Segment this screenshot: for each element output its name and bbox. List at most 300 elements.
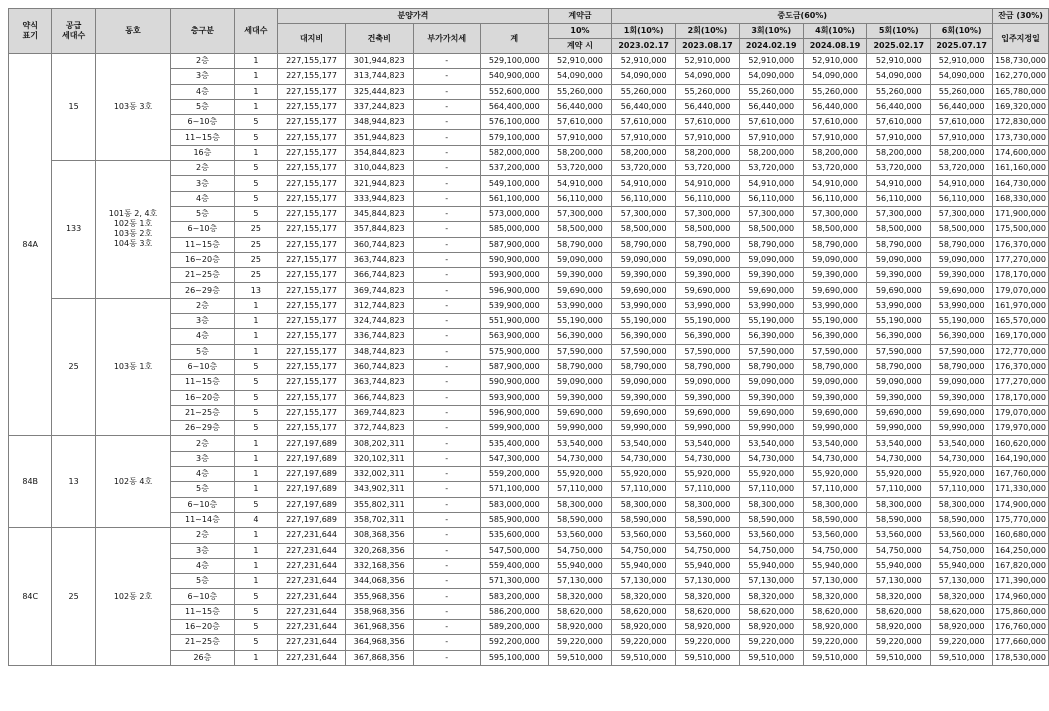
- vat-cell: -: [413, 512, 480, 527]
- building-cell: 348,744,823: [345, 344, 413, 359]
- total-cell: 596,900,000: [480, 405, 548, 420]
- inst-3-cell: 59,690,000: [739, 405, 803, 420]
- floor-cell: 21~25층: [171, 268, 234, 283]
- deposit-cell: 59,990,000: [548, 421, 612, 436]
- floor-cell: 2층: [171, 298, 234, 313]
- supply-cell: 15: [52, 54, 95, 161]
- building-cell: 366,744,823: [345, 390, 413, 405]
- vat-cell: -: [413, 84, 480, 99]
- total-cell: 571,300,000: [480, 574, 548, 589]
- deposit-cell: 54,090,000: [548, 69, 612, 84]
- inst-1-cell: 58,590,000: [612, 512, 676, 527]
- land-cell: 227,155,177: [278, 283, 346, 298]
- building-cell: 308,202,311: [345, 436, 413, 451]
- land-cell: 227,155,177: [278, 268, 346, 283]
- land-cell: 227,155,177: [278, 314, 346, 329]
- total-cell: 564,400,000: [480, 99, 548, 114]
- building-cell: 301,944,823: [345, 54, 413, 69]
- units-cell: 5: [234, 635, 278, 650]
- inst-6-cell: 53,990,000: [931, 298, 993, 313]
- units-cell: 25: [234, 268, 278, 283]
- units-cell: 1: [234, 436, 278, 451]
- inst-6-cell: 54,750,000: [931, 543, 993, 558]
- inst-5-cell: 58,320,000: [867, 589, 931, 604]
- land-cell: 227,155,177: [278, 54, 346, 69]
- inst-3-cell: 54,730,000: [739, 451, 803, 466]
- vat-cell: -: [413, 130, 480, 145]
- balance-cell: 165,780,000: [993, 84, 1049, 99]
- total-cell: 575,900,000: [480, 344, 548, 359]
- vat-cell: -: [413, 176, 480, 191]
- inst-4-cell: 56,440,000: [803, 99, 867, 114]
- inst-6-cell: 58,790,000: [931, 237, 993, 252]
- balance-cell: 168,330,000: [993, 191, 1049, 206]
- inst-4-cell: 56,390,000: [803, 329, 867, 344]
- inst-2-cell: 59,690,000: [676, 283, 740, 298]
- dong-line: 102동 2호: [113, 591, 153, 601]
- header-land: 대지비: [278, 24, 346, 54]
- inst-3-cell: 55,940,000: [739, 558, 803, 573]
- total-cell: 561,100,000: [480, 191, 548, 206]
- units-cell: 1: [234, 558, 278, 573]
- balance-cell: 164,190,000: [993, 451, 1049, 466]
- inst-1-cell: 57,910,000: [612, 130, 676, 145]
- inst-1-cell: 55,260,000: [612, 84, 676, 99]
- units-cell: 1: [234, 482, 278, 497]
- building-cell: 320,268,356: [345, 543, 413, 558]
- header-total: 계: [480, 24, 548, 54]
- inst-5-cell: 59,090,000: [867, 375, 931, 390]
- inst-3-cell: 59,220,000: [739, 635, 803, 650]
- inst-2-cell: 58,920,000: [676, 619, 740, 634]
- inst-6-cell: 56,440,000: [931, 99, 993, 114]
- header-floor: 층구분: [171, 9, 234, 54]
- units-cell: 25: [234, 252, 278, 267]
- inst-4-cell: 57,300,000: [803, 206, 867, 221]
- deposit-cell: 55,920,000: [548, 467, 612, 482]
- inst-4-cell: 57,590,000: [803, 344, 867, 359]
- units-cell: 5: [234, 115, 278, 130]
- building-cell: 360,744,823: [345, 237, 413, 252]
- inst-2-cell: 58,320,000: [676, 589, 740, 604]
- building-cell: 343,902,311: [345, 482, 413, 497]
- deposit-cell: 58,620,000: [548, 604, 612, 619]
- floor-cell: 11~15층: [171, 130, 234, 145]
- floor-cell: 6~10층: [171, 359, 234, 374]
- inst-1-cell: 53,560,000: [612, 528, 676, 543]
- units-cell: 5: [234, 421, 278, 436]
- building-cell: 354,844,823: [345, 145, 413, 160]
- inst-4-cell: 55,940,000: [803, 558, 867, 573]
- inst-5-cell: 54,090,000: [867, 69, 931, 84]
- balance-cell: 169,170,000: [993, 329, 1049, 344]
- building-cell: 355,802,311: [345, 497, 413, 512]
- units-cell: 1: [234, 543, 278, 558]
- units-cell: 5: [234, 161, 278, 176]
- inst-2-cell: 55,920,000: [676, 467, 740, 482]
- inst-4-cell: 57,130,000: [803, 574, 867, 589]
- deposit-cell: 55,940,000: [548, 558, 612, 573]
- units-cell: 1: [234, 84, 278, 99]
- units-cell: 13: [234, 283, 278, 298]
- supply-cell: 133: [52, 161, 95, 299]
- vat-cell: -: [413, 482, 480, 497]
- inst-2-cell: 59,390,000: [676, 268, 740, 283]
- inst-6-cell: 57,590,000: [931, 344, 993, 359]
- floor-cell: 5층: [171, 99, 234, 114]
- floor-cell: 2층: [171, 161, 234, 176]
- building-cell: 344,068,356: [345, 574, 413, 589]
- floor-cell: 3층: [171, 314, 234, 329]
- inst-3-cell: 57,300,000: [739, 206, 803, 221]
- building-cell: 345,844,823: [345, 206, 413, 221]
- inst-5-cell: 52,910,000: [867, 54, 931, 69]
- inst-6-cell: 58,790,000: [931, 359, 993, 374]
- floor-cell: 3층: [171, 543, 234, 558]
- land-cell: 227,155,177: [278, 191, 346, 206]
- land-cell: 227,197,689: [278, 482, 346, 497]
- land-cell: 227,155,177: [278, 375, 346, 390]
- inst-3-cell: 57,910,000: [739, 130, 803, 145]
- inst-6-cell: 59,390,000: [931, 390, 993, 405]
- total-cell: 589,200,000: [480, 619, 548, 634]
- inst-3-cell: 59,090,000: [739, 252, 803, 267]
- inst-1-cell: 59,090,000: [612, 375, 676, 390]
- table-row: [9, 298, 1049, 313]
- building-cell: 357,844,823: [345, 222, 413, 237]
- inst-5-cell: 59,390,000: [867, 390, 931, 405]
- land-cell: 227,155,177: [278, 222, 346, 237]
- land-cell: 227,231,644: [278, 635, 346, 650]
- units-cell: 5: [234, 497, 278, 512]
- total-cell: 549,100,000: [480, 176, 548, 191]
- floor-cell: 11~14층: [171, 512, 234, 527]
- inst-5-cell: 55,920,000: [867, 467, 931, 482]
- inst-2-cell: 59,990,000: [676, 421, 740, 436]
- balance-cell: 177,660,000: [993, 635, 1049, 650]
- inst-1-cell: 56,110,000: [612, 191, 676, 206]
- inst-5-cell: 58,200,000: [867, 145, 931, 160]
- inst-3-cell: 56,440,000: [739, 99, 803, 114]
- land-cell: 227,155,177: [278, 145, 346, 160]
- vat-cell: -: [413, 421, 480, 436]
- inst-4-cell: 59,090,000: [803, 252, 867, 267]
- land-cell: 227,155,177: [278, 115, 346, 130]
- total-cell: 529,100,000: [480, 54, 548, 69]
- inst-4-cell: 54,090,000: [803, 69, 867, 84]
- inst-6-cell: 59,220,000: [931, 635, 993, 650]
- units-cell: 5: [234, 604, 278, 619]
- deposit-cell: 59,090,000: [548, 375, 612, 390]
- building-cell: 348,944,823: [345, 115, 413, 130]
- inst-6-cell: 54,910,000: [931, 176, 993, 191]
- inst-4-cell: 53,990,000: [803, 298, 867, 313]
- units-cell: 5: [234, 589, 278, 604]
- total-cell: 539,900,000: [480, 298, 548, 313]
- balance-cell: 175,770,000: [993, 512, 1049, 527]
- inst-2-cell: 57,910,000: [676, 130, 740, 145]
- total-cell: 582,000,000: [480, 145, 548, 160]
- inst-3-cell: 58,590,000: [739, 512, 803, 527]
- inst-3-cell: 55,260,000: [739, 84, 803, 99]
- inst-3-cell: 59,990,000: [739, 421, 803, 436]
- floor-cell: 5층: [171, 206, 234, 221]
- vat-cell: -: [413, 528, 480, 543]
- inst-3-cell: 58,200,000: [739, 145, 803, 160]
- inst-2-cell: 57,300,000: [676, 206, 740, 221]
- inst-2-cell: 59,510,000: [676, 650, 740, 665]
- inst-6-cell: 58,620,000: [931, 604, 993, 619]
- floor-cell: 3층: [171, 176, 234, 191]
- vat-cell: -: [413, 329, 480, 344]
- inst-1-cell: 55,940,000: [612, 558, 676, 573]
- header-inst-5-date: 2025.02.17: [867, 39, 931, 54]
- vat-cell: -: [413, 283, 480, 298]
- vat-cell: -: [413, 252, 480, 267]
- inst-3-cell: 53,540,000: [739, 436, 803, 451]
- vat-cell: -: [413, 237, 480, 252]
- vat-cell: -: [413, 115, 480, 130]
- inst-2-cell: 54,750,000: [676, 543, 740, 558]
- deposit-cell: 54,750,000: [548, 543, 612, 558]
- building-cell: 358,968,356: [345, 604, 413, 619]
- inst-1-cell: 57,110,000: [612, 482, 676, 497]
- balance-cell: 175,860,000: [993, 604, 1049, 619]
- land-cell: 227,155,177: [278, 421, 346, 436]
- inst-2-cell: 59,090,000: [676, 375, 740, 390]
- deposit-cell: 59,510,000: [548, 650, 612, 665]
- land-cell: 227,197,689: [278, 497, 346, 512]
- building-cell: 363,744,823: [345, 375, 413, 390]
- vat-cell: -: [413, 145, 480, 160]
- inst-1-cell: 58,620,000: [612, 604, 676, 619]
- units-cell: 1: [234, 528, 278, 543]
- inst-1-cell: 58,500,000: [612, 222, 676, 237]
- units-cell: 1: [234, 314, 278, 329]
- building-cell: 358,702,311: [345, 512, 413, 527]
- total-cell: 547,300,000: [480, 451, 548, 466]
- inst-2-cell: 55,940,000: [676, 558, 740, 573]
- balance-cell: 165,570,000: [993, 314, 1049, 329]
- total-cell: 535,400,000: [480, 436, 548, 451]
- floor-cell: 21~25층: [171, 405, 234, 420]
- balance-cell: 179,070,000: [993, 405, 1049, 420]
- inst-4-cell: 58,790,000: [803, 237, 867, 252]
- balance-cell: 171,330,000: [993, 482, 1049, 497]
- inst-2-cell: 53,560,000: [676, 528, 740, 543]
- land-cell: 227,155,177: [278, 390, 346, 405]
- inst-5-cell: 58,590,000: [867, 512, 931, 527]
- total-cell: 595,100,000: [480, 650, 548, 665]
- inst-3-cell: 55,920,000: [739, 467, 803, 482]
- inst-4-cell: 58,620,000: [803, 604, 867, 619]
- table-row: [9, 161, 1049, 176]
- floor-cell: 6~10층: [171, 222, 234, 237]
- inst-6-cell: 59,510,000: [931, 650, 993, 665]
- inst-2-cell: 58,790,000: [676, 359, 740, 374]
- units-cell: 4: [234, 512, 278, 527]
- building-cell: 369,744,823: [345, 405, 413, 420]
- floor-cell: 6~10층: [171, 589, 234, 604]
- inst-2-cell: 56,110,000: [676, 191, 740, 206]
- inst-4-cell: 59,510,000: [803, 650, 867, 665]
- inst-4-cell: 52,910,000: [803, 54, 867, 69]
- vat-cell: -: [413, 619, 480, 634]
- land-cell: 227,155,177: [278, 99, 346, 114]
- land-cell: 227,231,644: [278, 574, 346, 589]
- inst-6-cell: 54,730,000: [931, 451, 993, 466]
- inst-6-cell: 58,320,000: [931, 589, 993, 604]
- inst-6-cell: 57,110,000: [931, 482, 993, 497]
- inst-2-cell: 53,540,000: [676, 436, 740, 451]
- total-cell: 571,100,000: [480, 482, 548, 497]
- dong-line: 102동 4호: [113, 476, 153, 486]
- header-balance-when: 입주지정일: [993, 24, 1049, 54]
- deposit-cell: 58,200,000: [548, 145, 612, 160]
- inst-5-cell: 53,560,000: [867, 528, 931, 543]
- deposit-cell: 59,390,000: [548, 268, 612, 283]
- land-cell: 227,155,177: [278, 206, 346, 221]
- balance-cell: 164,250,000: [993, 543, 1049, 558]
- inst-3-cell: 58,500,000: [739, 222, 803, 237]
- total-cell: 547,500,000: [480, 543, 548, 558]
- table-body: [9, 54, 1049, 666]
- land-cell: 227,231,644: [278, 619, 346, 634]
- inst-5-cell: 55,260,000: [867, 84, 931, 99]
- header-vat: 부가가치세: [413, 24, 480, 54]
- floor-cell: 26층: [171, 650, 234, 665]
- inst-5-cell: 58,500,000: [867, 222, 931, 237]
- building-cell: 369,744,823: [345, 283, 413, 298]
- land-cell: 227,231,644: [278, 650, 346, 665]
- total-cell: 585,900,000: [480, 512, 548, 527]
- inst-5-cell: 54,730,000: [867, 451, 931, 466]
- inst-3-cell: 56,110,000: [739, 191, 803, 206]
- vat-cell: -: [413, 650, 480, 665]
- units-cell: 1: [234, 69, 278, 84]
- inst-6-cell: 56,390,000: [931, 329, 993, 344]
- inst-5-cell: 59,990,000: [867, 421, 931, 436]
- price-table: [8, 8, 1049, 666]
- header-inst-3: 3회(10%): [739, 24, 803, 39]
- inst-6-cell: 58,590,000: [931, 512, 993, 527]
- inst-2-cell: 54,730,000: [676, 451, 740, 466]
- inst-3-cell: 59,390,000: [739, 268, 803, 283]
- header-inst-1-date: 2023.02.17: [612, 39, 676, 54]
- balance-cell: 160,680,000: [993, 528, 1049, 543]
- balance-cell: 172,770,000: [993, 344, 1049, 359]
- balance-cell: 161,970,000: [993, 298, 1049, 313]
- inst-3-cell: 56,390,000: [739, 329, 803, 344]
- units-cell: 1: [234, 99, 278, 114]
- vat-cell: -: [413, 206, 480, 221]
- inst-4-cell: 59,990,000: [803, 421, 867, 436]
- inst-5-cell: 57,110,000: [867, 482, 931, 497]
- building-cell: 332,168,356: [345, 558, 413, 573]
- total-cell: 590,900,000: [480, 375, 548, 390]
- inst-3-cell: 58,300,000: [739, 497, 803, 512]
- total-cell: 573,000,000: [480, 206, 548, 221]
- inst-2-cell: 58,500,000: [676, 222, 740, 237]
- inst-3-cell: 55,190,000: [739, 314, 803, 329]
- land-cell: 227,155,177: [278, 359, 346, 374]
- balance-cell: 173,730,000: [993, 130, 1049, 145]
- inst-1-cell: 58,320,000: [612, 589, 676, 604]
- deposit-cell: 58,590,000: [548, 512, 612, 527]
- balance-cell: 174,960,000: [993, 589, 1049, 604]
- deposit-cell: 53,540,000: [548, 436, 612, 451]
- deposit-cell: 59,090,000: [548, 252, 612, 267]
- inst-1-cell: 54,910,000: [612, 176, 676, 191]
- inst-6-cell: 53,560,000: [931, 528, 993, 543]
- deposit-cell: 57,300,000: [548, 206, 612, 221]
- floor-cell: 4층: [171, 329, 234, 344]
- inst-6-cell: 58,500,000: [931, 222, 993, 237]
- inst-5-cell: 59,690,000: [867, 405, 931, 420]
- vat-cell: -: [413, 222, 480, 237]
- inst-6-cell: 52,910,000: [931, 54, 993, 69]
- header-inst-1: 1회(10%): [612, 24, 676, 39]
- inst-5-cell: 57,910,000: [867, 130, 931, 145]
- units-cell: 25: [234, 237, 278, 252]
- inst-2-cell: 59,690,000: [676, 405, 740, 420]
- total-cell: 592,200,000: [480, 635, 548, 650]
- inst-4-cell: 58,590,000: [803, 512, 867, 527]
- land-cell: 227,231,644: [278, 543, 346, 558]
- vat-cell: -: [413, 467, 480, 482]
- total-cell: 576,100,000: [480, 115, 548, 130]
- land-cell: 227,155,177: [278, 84, 346, 99]
- total-cell: 551,900,000: [480, 314, 548, 329]
- land-cell: 227,155,177: [278, 344, 346, 359]
- floor-cell: 26~29층: [171, 421, 234, 436]
- inst-4-cell: 59,390,000: [803, 390, 867, 405]
- inst-3-cell: 53,720,000: [739, 161, 803, 176]
- inst-1-cell: 54,750,000: [612, 543, 676, 558]
- inst-6-cell: 58,300,000: [931, 497, 993, 512]
- building-cell: 361,968,356: [345, 619, 413, 634]
- land-cell: 227,231,644: [278, 604, 346, 619]
- inst-1-cell: 55,190,000: [612, 314, 676, 329]
- inst-6-cell: 59,690,000: [931, 405, 993, 420]
- total-cell: 593,900,000: [480, 390, 548, 405]
- header-deposit-when: 계약 시: [548, 39, 612, 54]
- units-cell: 25: [234, 222, 278, 237]
- building-cell: 364,968,356: [345, 635, 413, 650]
- building-cell: 360,744,823: [345, 359, 413, 374]
- dong-cell: [95, 298, 170, 436]
- total-cell: 552,600,000: [480, 84, 548, 99]
- inst-5-cell: 53,540,000: [867, 436, 931, 451]
- inst-6-cell: 59,090,000: [931, 252, 993, 267]
- inst-6-cell: 53,720,000: [931, 161, 993, 176]
- building-cell: 310,044,823: [345, 161, 413, 176]
- inst-2-cell: 55,190,000: [676, 314, 740, 329]
- inst-5-cell: 57,590,000: [867, 344, 931, 359]
- inst-3-cell: 58,620,000: [739, 604, 803, 619]
- inst-2-cell: 58,300,000: [676, 497, 740, 512]
- inst-4-cell: 57,910,000: [803, 130, 867, 145]
- inst-2-cell: 57,130,000: [676, 574, 740, 589]
- inst-3-cell: 58,920,000: [739, 619, 803, 634]
- deposit-cell: 52,910,000: [548, 54, 612, 69]
- vat-cell: -: [413, 69, 480, 84]
- building-cell: 336,744,823: [345, 329, 413, 344]
- inst-3-cell: 58,790,000: [739, 237, 803, 252]
- inst-4-cell: 55,920,000: [803, 467, 867, 482]
- vat-cell: -: [413, 574, 480, 589]
- inst-1-cell: 56,440,000: [612, 99, 676, 114]
